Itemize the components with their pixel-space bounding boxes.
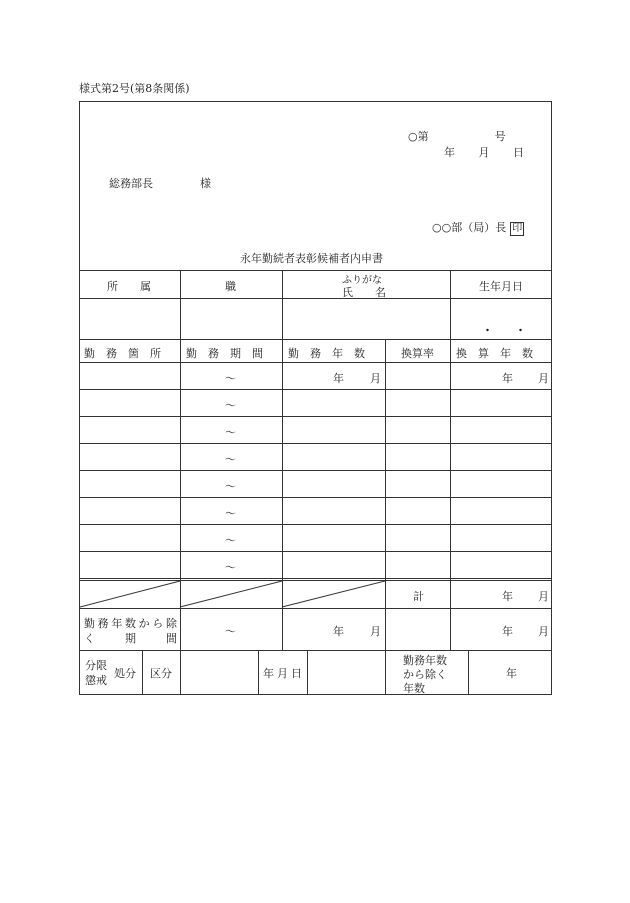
birthdate-separator: ・ ・ [482,324,526,337]
period-mark: ～ [225,453,236,466]
affiliation-header: 所 属 [107,280,151,293]
date-label: 年月日 [263,667,305,680]
category-label: 区分 [150,667,172,680]
label-char: 期 [125,632,136,645]
label-char: ら [152,617,164,630]
period-mark: ～ [225,426,236,439]
addressee: 総務部長 [109,177,153,190]
label-char: 勤 [84,617,95,630]
discipline-label-line2: 懲戒 [85,674,107,687]
seal-box: 印 [512,223,523,234]
exclusion-converted-year-label: 年 [502,625,513,638]
deduct-year-label: 年 [506,667,517,680]
converted-year-label: 年 [502,372,513,385]
service-year-label: 年 [333,372,344,385]
converted-years-header: 換 算 年 数 [456,347,533,360]
period-mark: ～ [225,399,236,412]
workplace-header: 勤 務 箇 所 [84,347,161,360]
position-header: 職 [225,280,236,293]
furigana-header: ふりがな [342,275,382,286]
date-day-label: 日 [513,146,524,159]
total-row-diagonals [80,102,552,695]
total-label: 計 [413,590,424,603]
form-caption: 様式第2号(第8条関係) [79,82,190,95]
document-number-line: ○第 号 [408,130,506,143]
exclusion-month-label: 月 [370,625,381,638]
label-char: 除 [165,617,177,630]
exclusion-label-line1 [84,615,177,631]
discipline-label-line1: 分限 [85,659,107,672]
exclusion-converted-month-label: 月 [538,625,549,638]
service-month-label: 月 [370,372,381,385]
period-mark: ～ [225,372,236,385]
deduct-label-line1: 勤務年数 [403,654,447,667]
period-mark: ～ [225,480,236,493]
label-char: 年 [111,617,123,630]
disposition-label: 処分 [114,667,136,680]
date-month-label: 月 [478,146,490,159]
honorific: 様 [200,177,211,190]
label-char: く [84,632,95,645]
application-form [79,101,552,695]
sender-title: ○○部（局）長 [432,221,507,234]
period-mark: ～ [225,507,236,520]
birthdate-header: 生年月日 [479,280,523,293]
period-mark: ～ [225,561,236,574]
total-month-label: 月 [538,590,549,603]
label-char: 務 [97,617,109,630]
total-year-label: 年 [502,590,513,603]
label-char: 間 [166,632,177,645]
service-period-header: 勤 務 期 間 [186,347,263,360]
converted-month-label: 月 [538,372,549,385]
exclusion-year-label: 年 [333,625,344,638]
deduct-label-line3: 年数 [403,682,425,695]
label-char: か [138,617,150,630]
conversion-rate-header: 換算率 [401,347,434,360]
service-years-header: 勤 務 年 数 [288,347,365,360]
deduct-label-line2: から除く [403,668,447,681]
exclusion-period-mark: ～ [225,625,236,638]
period-mark: ～ [225,534,236,547]
exclusion-label-line2 [84,630,177,646]
name-header: 氏 名 [342,286,386,299]
form-title: 永年勤続者表彰候補者内申書 [240,252,383,265]
label-char: 数 [124,617,136,630]
date-year-label: 年 [444,146,455,159]
